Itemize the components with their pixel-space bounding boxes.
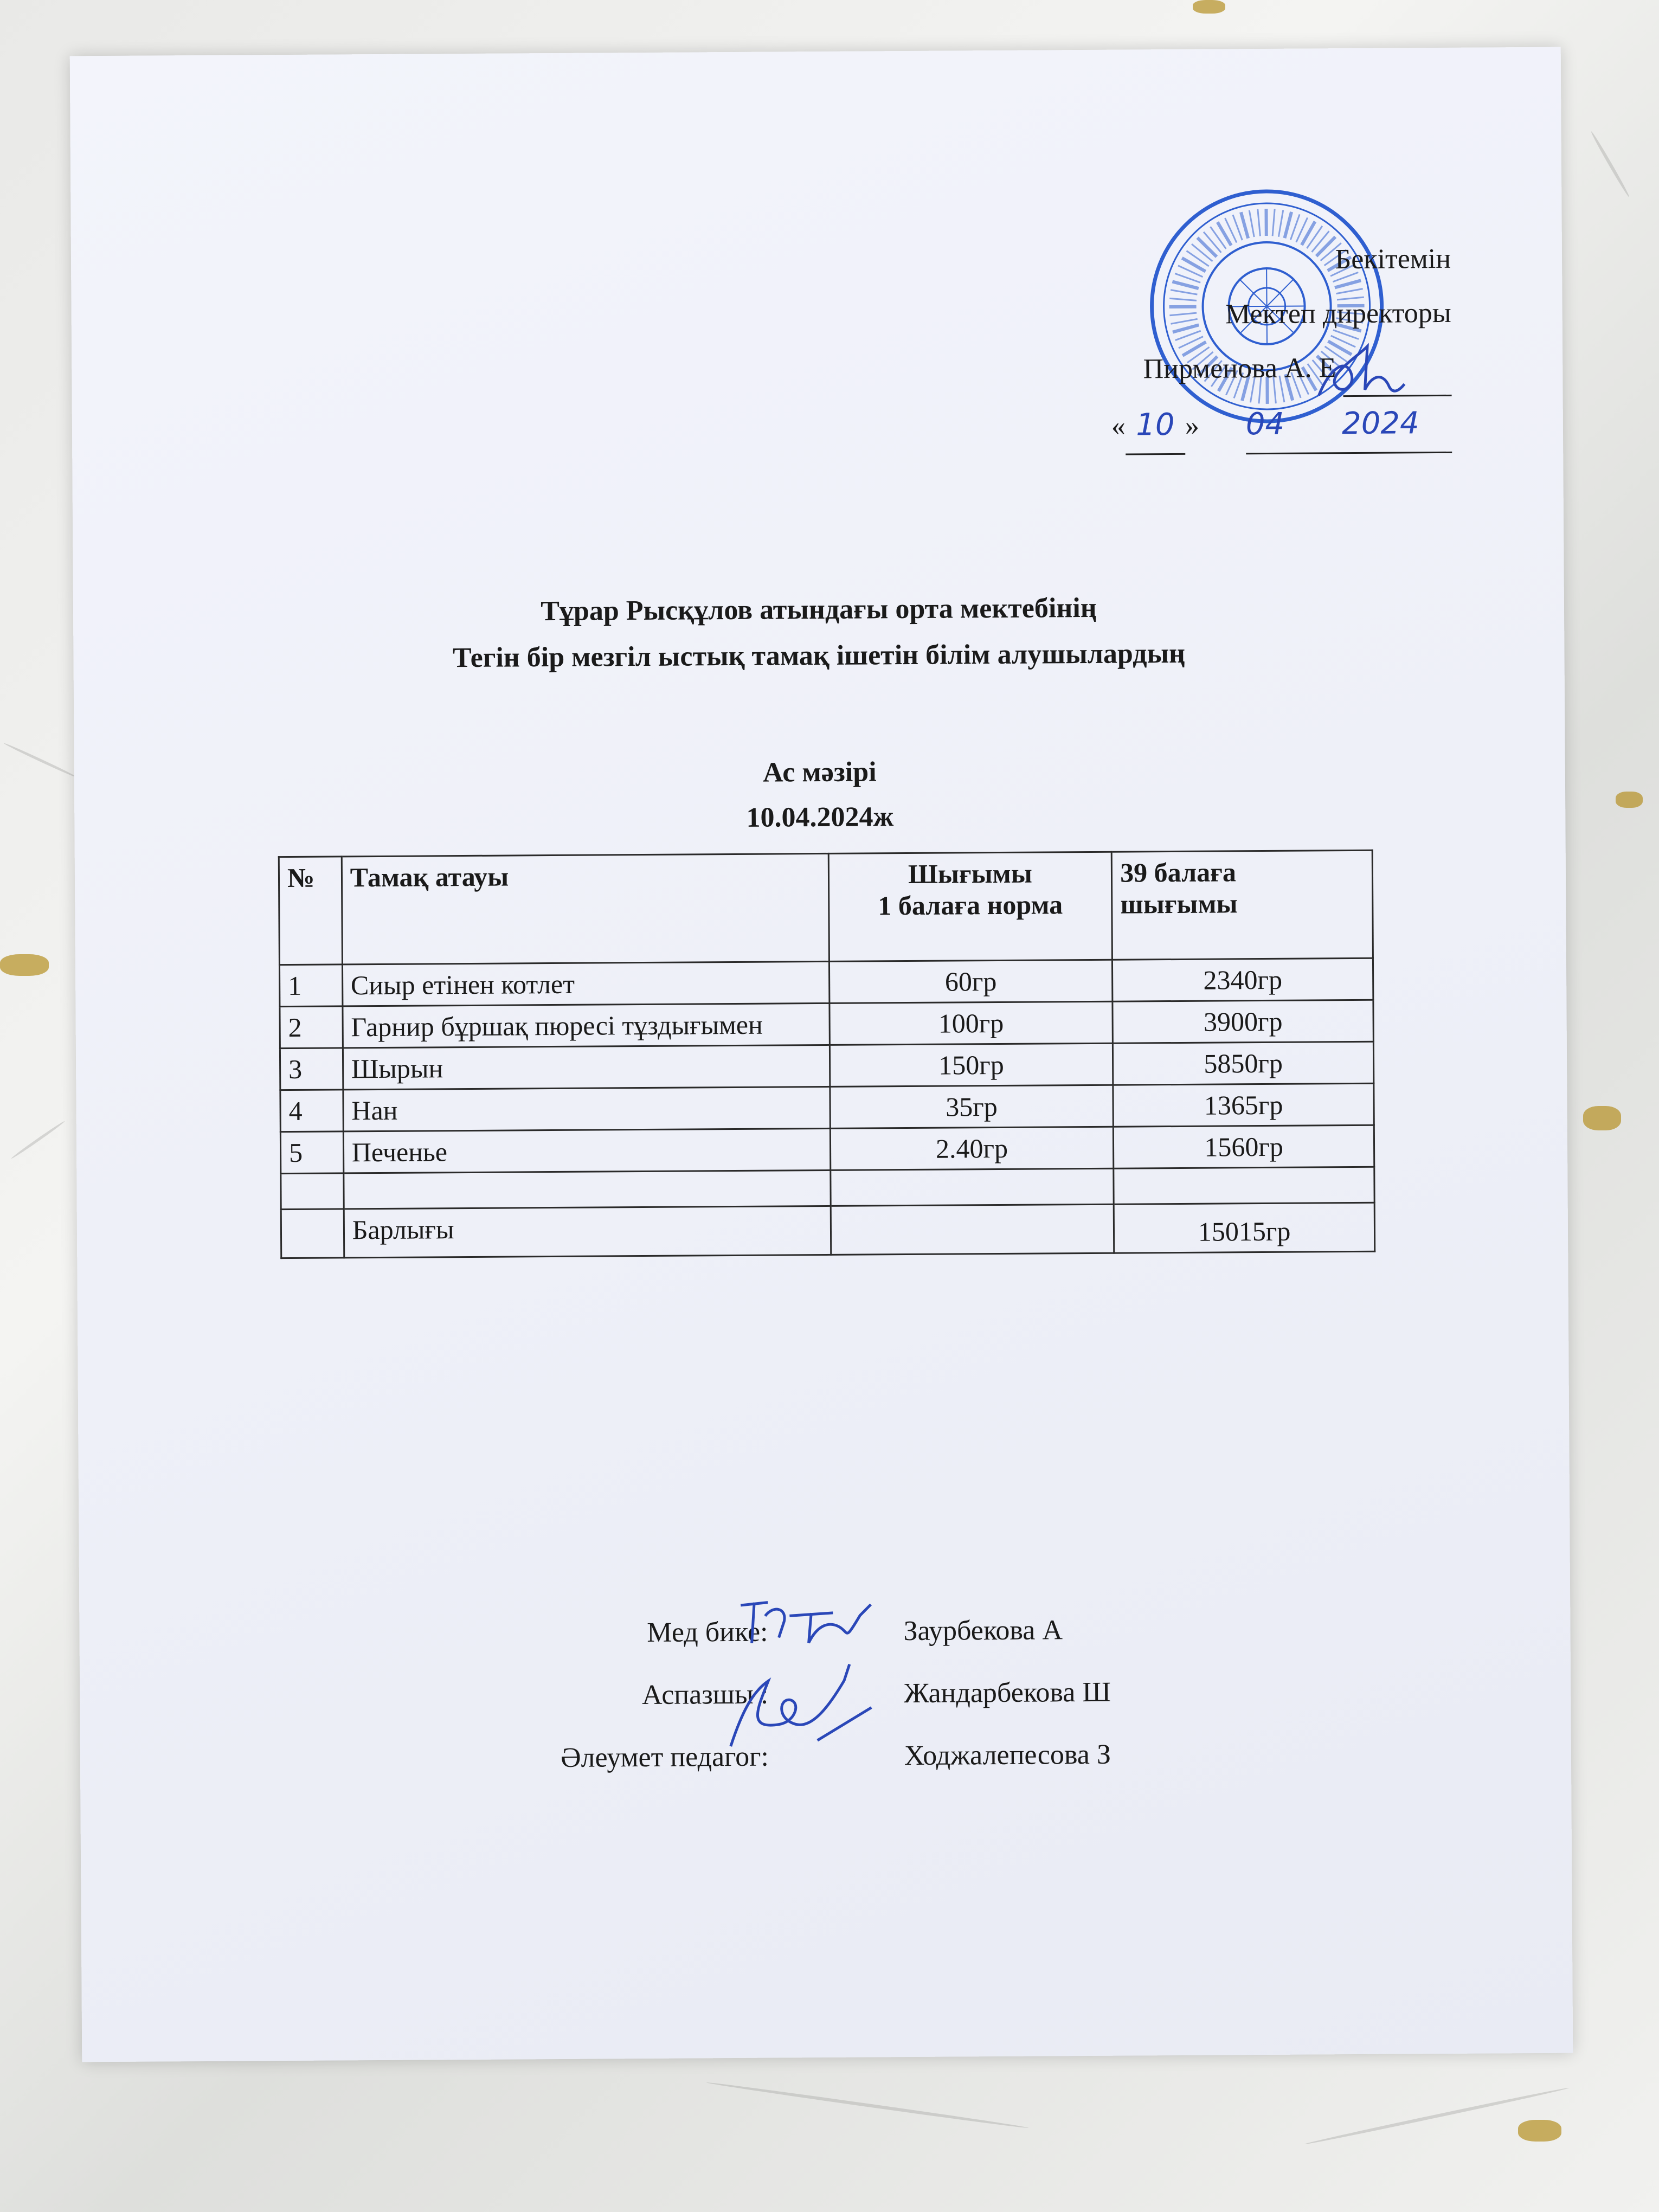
approval-block xyxy=(1060,232,1452,455)
director-name-line xyxy=(1061,340,1452,398)
table-row xyxy=(279,958,1373,1006)
row-dish: Гарнир бұршақ пюресі тұздығымен xyxy=(343,1003,829,1047)
row-num: 5 xyxy=(280,1131,343,1174)
row-num: 4 xyxy=(280,1090,343,1132)
marble-vein xyxy=(706,2081,1029,2129)
header-norm-line2: 1 балаға норма xyxy=(878,889,1063,921)
header-name: Тамақ атауы xyxy=(342,853,829,964)
row-total: 2340гр xyxy=(1113,958,1373,1001)
table-row xyxy=(280,1125,1374,1173)
row-dish: Шырын xyxy=(343,1045,829,1089)
row-total: 5850гр xyxy=(1113,1041,1374,1085)
row-norm: 100гр xyxy=(829,1001,1113,1045)
table-header-row xyxy=(279,850,1373,964)
menu-date: 10.04.2024ж xyxy=(746,801,894,833)
cook-signature xyxy=(719,1658,883,1757)
row-norm: 2.40гр xyxy=(830,1127,1114,1170)
header-total-line2: шығымы xyxy=(1120,888,1238,919)
date-day: 10 xyxy=(1136,407,1175,443)
signature-role: Мед бике: xyxy=(647,1616,768,1648)
approval-date-line xyxy=(1062,396,1452,455)
row-num xyxy=(281,1173,344,1210)
approve-label: Бекітемін xyxy=(1335,243,1451,275)
signature-person: Жандарбекова Ш xyxy=(904,1676,1111,1709)
row-norm xyxy=(830,1168,1114,1206)
director-position: Мектеп директоры xyxy=(1225,297,1451,330)
date-open-quote: « xyxy=(1111,410,1126,442)
signature-person: Ходжалепесова З xyxy=(904,1739,1111,1772)
signature-role: Әлеумет педагог: xyxy=(560,1741,769,1773)
signature-person: Заурбекова А xyxy=(903,1615,1063,1647)
header-norm-line1: Шығымы xyxy=(908,858,1032,890)
gold-vein xyxy=(1616,792,1643,808)
document-page xyxy=(70,47,1573,2062)
summary-label: Барлығы xyxy=(344,1206,831,1257)
table-row xyxy=(280,1083,1374,1131)
row-num: 1 xyxy=(279,964,342,1007)
row-norm: 60гр xyxy=(829,960,1113,1003)
summary-num xyxy=(281,1209,344,1258)
date-day-blank xyxy=(1126,398,1186,455)
menu-title: Ас мәзірі xyxy=(762,756,877,788)
director-name: Пирменова А. Е xyxy=(1143,352,1336,385)
date-close-quote: » xyxy=(1185,410,1200,441)
signatures-block xyxy=(79,1611,1570,1773)
signature-role: Аспазшы : xyxy=(641,1679,769,1711)
table-row xyxy=(280,1041,1373,1090)
header-total-line1: 39 балаға xyxy=(1120,857,1237,888)
row-dish: Нан xyxy=(343,1086,830,1131)
row-dish xyxy=(344,1170,831,1208)
gold-vein xyxy=(1583,1106,1621,1130)
marble-vein xyxy=(10,1120,65,1160)
summary-norm xyxy=(831,1204,1114,1255)
table-row xyxy=(280,1000,1373,1048)
date-month-year-blank xyxy=(1246,396,1452,454)
row-norm: 150гр xyxy=(829,1043,1113,1086)
header-num: № xyxy=(279,857,342,965)
row-num: 3 xyxy=(280,1048,343,1090)
signature-line xyxy=(1343,340,1452,397)
date-month: 04 xyxy=(1245,406,1285,442)
row-total xyxy=(1114,1167,1374,1204)
row-dish: Сиыр етінен котлет xyxy=(342,961,829,1006)
nurse-signature xyxy=(735,1583,877,1660)
table-row-empty xyxy=(281,1167,1374,1209)
school-title: Тұрар Рысқұлов атындағы орта мектебінің xyxy=(541,592,1097,627)
row-norm: 35гр xyxy=(830,1085,1114,1128)
row-total: 1365гр xyxy=(1113,1083,1374,1127)
header-total xyxy=(1111,850,1373,960)
menu-table xyxy=(278,850,1376,1259)
row-num: 2 xyxy=(280,1006,343,1049)
marble-vein xyxy=(1590,131,1630,198)
summary-total: 15015гр xyxy=(1114,1203,1374,1253)
table-summary-row xyxy=(281,1203,1375,1258)
gold-vein xyxy=(1193,0,1225,14)
row-total: 1560гр xyxy=(1114,1125,1374,1168)
marble-vein xyxy=(3,742,78,779)
document-subtitle: Тегін бір мезгіл ыстық тамақ ішетін білім алушылардың xyxy=(452,638,1186,674)
row-total: 3900гр xyxy=(1113,1000,1373,1043)
gold-vein xyxy=(0,954,49,976)
gold-vein xyxy=(1518,2120,1561,2142)
date-year: 2024 xyxy=(1341,406,1419,442)
header-norm xyxy=(828,852,1113,961)
row-dish: Печенье xyxy=(343,1128,830,1173)
